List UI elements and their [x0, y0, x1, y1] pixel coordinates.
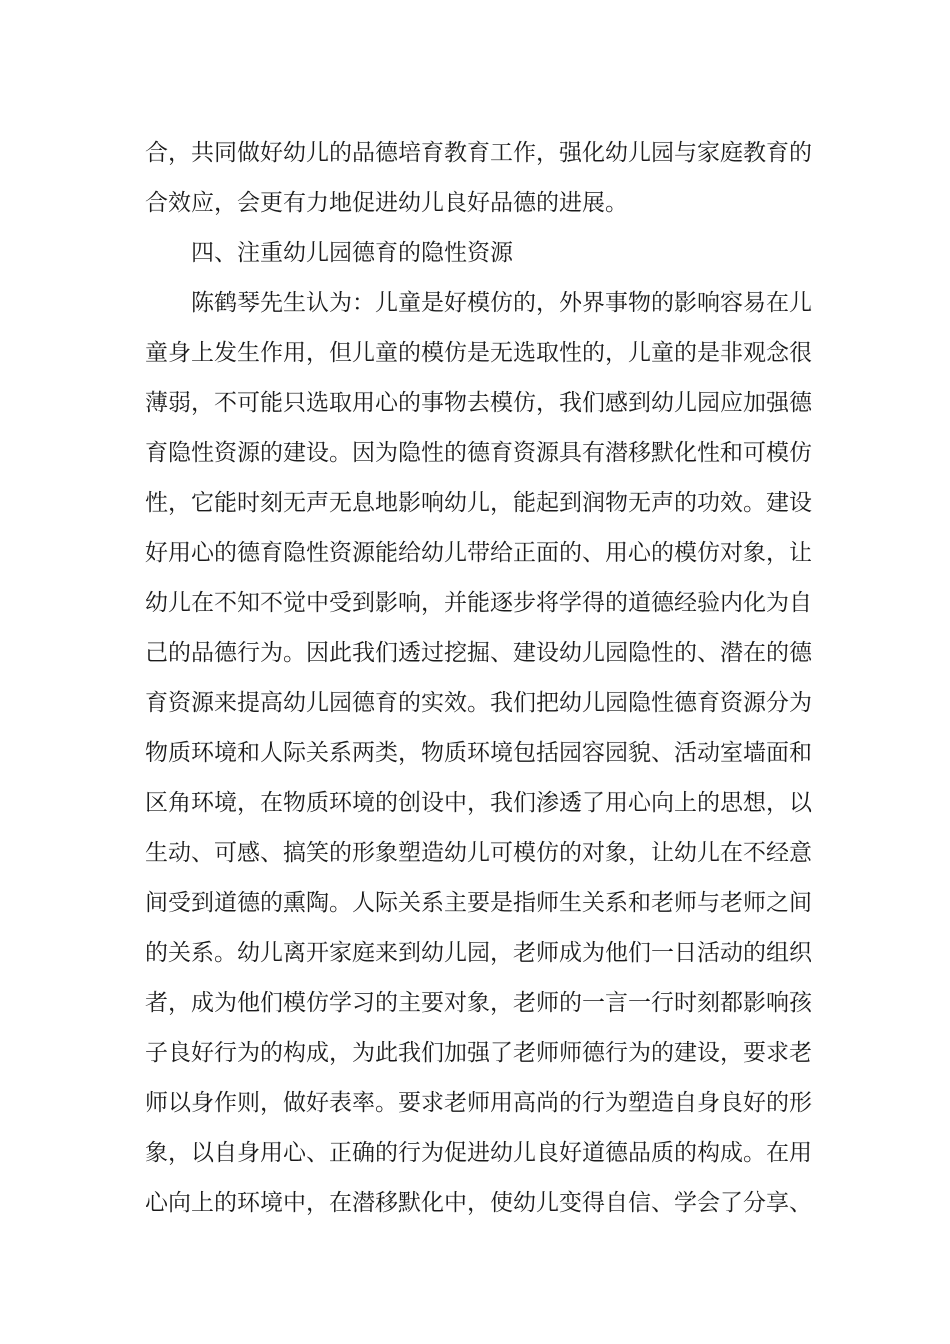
paragraph-line: 己的品德行为。因此我们透过挖掘、建设幼儿园隐性的、潜在的德	[145, 640, 812, 666]
paragraph-line: 师以身作则，做好表率。要求老师用高尚的行为塑造自身良好的形	[145, 1090, 812, 1116]
paragraph-line: 幼儿在不知不觉中受到影响，并能逐步将学得的道德经验内化为自	[145, 590, 812, 616]
paragraph-line: 性，它能时刻无声无息地影响幼儿，能起到润物无声的功效。建设	[145, 490, 812, 516]
paragraph-line: 好用心的德育隐性资源能给幼儿带给正面的、用心的模仿对象，让	[145, 540, 812, 566]
paragraph-line: 象，以自身用心、正确的行为促进幼儿良好道德品质的构成。在用	[145, 1140, 812, 1166]
paragraph-line: 区角环境，在物质环境的创设中，我们渗透了用心向上的思想，以	[145, 790, 812, 816]
paragraph-line: 心向上的环境中，在潜移默化中，使幼儿变得自信、学会了分享、	[145, 1190, 812, 1216]
body-text	[145, 128, 810, 1228]
paragraph-line: 合，共同做好幼儿的品德培育教育工作，强化幼儿园与家庭教育的	[145, 140, 812, 166]
paragraph-line: 陈鹤琴先生认为：儿童是好模仿的，外界事物的影响容易在儿	[191, 290, 812, 316]
paragraph-line: 子良好行为的构成，为此我们加强了老师师德行为的建设，要求老	[145, 1040, 812, 1066]
paragraph-line: 童身上发生作用，但儿童的模仿是无选取性的，儿童的是非观念很	[145, 340, 812, 366]
paragraph-line: 者，成为他们模仿学习的主要对象，老师的一言一行时刻都影响孩	[145, 990, 812, 1016]
paragraph-line: 合效应，会更有力地促进幼儿良好品德的进展。	[145, 190, 628, 216]
paragraph-line: 育资源来提高幼儿园德育的实效。我们把幼儿园隐性德育资源分为	[145, 690, 812, 716]
paragraph-line: 生动、可感、搞笑的形象塑造幼儿可模仿的对象，让幼儿在不经意	[145, 840, 812, 866]
section-heading: 四、注重幼儿园德育的隐性资源	[191, 240, 513, 266]
paragraph-line: 的关系。幼儿离开家庭来到幼儿园，老师成为他们一日活动的组织	[145, 940, 812, 966]
paragraph-line: 间受到道德的熏陶。人际关系主要是指师生关系和老师与老师之间	[145, 890, 812, 916]
paragraph-line: 薄弱，不可能只选取用心的事物去模仿，我们感到幼儿园应加强德	[145, 390, 812, 416]
paragraph-line: 物质环境和人际关系两类，物质环境包括园容园貌、活动室墙面和	[145, 740, 812, 766]
paragraph-line: 育隐性资源的建设。因为隐性的德育资源具有潜移默化性和可模仿	[145, 440, 812, 466]
